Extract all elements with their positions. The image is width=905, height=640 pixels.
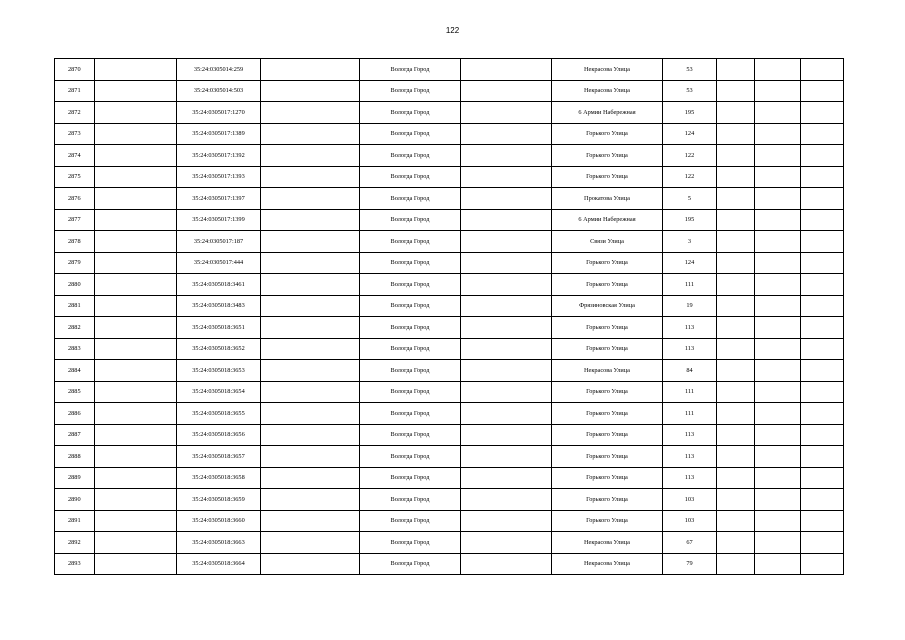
city-cell: Вологда Город [360,123,461,145]
cadastral-number-cell: 35:24:0305018:3659 [177,489,261,511]
cadastral-number-cell: 35:24:0305017:1399 [177,209,261,231]
street-cell: Горького Улица [552,381,663,403]
table-row [55,424,844,446]
page-number: 122 [445,26,460,35]
cadastral-number-cell: 35:24:0305018:3483 [177,295,261,317]
empty-cell [717,209,755,231]
cadastral-number-cell: 35:24:0305018:3651 [177,317,261,339]
city-cell: Вологда Город [360,252,461,274]
empty-cell [801,166,844,188]
empty-cell [95,231,177,253]
empty-cell [801,252,844,274]
empty-cell [261,102,360,124]
street-cell: Фрязиновская Улица [552,295,663,317]
empty-cell [717,510,755,532]
table-row [55,317,844,339]
empty-cell [717,231,755,253]
registry-table [54,58,844,575]
empty-cell [95,123,177,145]
empty-cell [801,338,844,360]
table-row [55,510,844,532]
empty-cell [717,188,755,210]
city-cell: Вологда Город [360,553,461,575]
empty-cell [95,510,177,532]
empty-cell [801,489,844,511]
cadastral-number-cell: 35:24:0305014:259 [177,59,261,81]
row-number-cell: 2886 [55,403,95,425]
house-number-cell: 111 [663,381,717,403]
empty-cell [95,188,177,210]
street-cell: Горького Улица [552,489,663,511]
row-number-cell: 2872 [55,102,95,124]
empty-cell [95,252,177,274]
city-cell: Вологда Город [360,317,461,339]
house-number-cell: 5 [663,188,717,210]
empty-cell [95,59,177,81]
table-row [55,489,844,511]
empty-cell [755,123,801,145]
empty-cell [801,467,844,489]
empty-cell [755,403,801,425]
table-row [55,231,844,253]
empty-cell [461,231,552,253]
street-cell: Горького Улица [552,317,663,339]
city-cell: Вологда Город [360,80,461,102]
cadastral-number-cell: 35:24:0305018:3461 [177,274,261,296]
city-cell: Вологда Город [360,209,461,231]
row-number-cell: 2875 [55,166,95,188]
city-cell: Вологда Город [360,424,461,446]
house-number-cell: 124 [663,123,717,145]
empty-cell [755,59,801,81]
row-number-cell: 2870 [55,59,95,81]
street-cell: Горького Улица [552,252,663,274]
empty-cell [801,209,844,231]
empty-cell [801,553,844,575]
row-number-cell: 2884 [55,360,95,382]
empty-cell [717,80,755,102]
empty-cell [801,102,844,124]
row-number-cell: 2880 [55,274,95,296]
empty-cell [261,446,360,468]
city-cell: Вологда Город [360,446,461,468]
street-cell: Горького Улица [552,338,663,360]
empty-cell [461,489,552,511]
empty-cell [261,381,360,403]
empty-cell [95,532,177,554]
house-number-cell: 3 [663,231,717,253]
house-number-cell: 53 [663,59,717,81]
table-row [55,553,844,575]
empty-cell [95,489,177,511]
empty-cell [95,360,177,382]
empty-cell [95,295,177,317]
empty-cell [261,553,360,575]
empty-cell [95,317,177,339]
row-number-cell: 2891 [55,510,95,532]
city-cell: Вологда Город [360,231,461,253]
cadastral-number-cell: 35:24:0305017:1389 [177,123,261,145]
cadastral-number-cell: 35:24:0305017:1397 [177,188,261,210]
empty-cell [717,532,755,554]
registry-body [55,59,844,575]
street-cell: Горького Улица [552,145,663,167]
row-number-cell: 2882 [55,317,95,339]
table-row [55,80,844,102]
empty-cell [755,166,801,188]
table-row [55,532,844,554]
cadastral-number-cell: 35:24:0305018:3664 [177,553,261,575]
table-row [55,403,844,425]
empty-cell [755,338,801,360]
city-cell: Вологда Город [360,145,461,167]
empty-cell [261,360,360,382]
city-cell: Вологда Город [360,360,461,382]
empty-cell [95,553,177,575]
empty-cell [461,145,552,167]
empty-cell [461,446,552,468]
empty-cell [755,188,801,210]
cadastral-number-cell: 35:24:0305018:3655 [177,403,261,425]
empty-cell [461,360,552,382]
empty-cell [755,231,801,253]
street-cell: Горького Улица [552,424,663,446]
row-number-cell: 2874 [55,145,95,167]
empty-cell [95,338,177,360]
empty-cell [461,424,552,446]
empty-cell [461,381,552,403]
empty-cell [261,295,360,317]
cadastral-number-cell: 35:24:0305018:3658 [177,467,261,489]
empty-cell [261,338,360,360]
empty-cell [755,80,801,102]
house-number-cell: 195 [663,102,717,124]
city-cell: Вологда Город [360,166,461,188]
empty-cell [755,510,801,532]
house-number-cell: 195 [663,209,717,231]
table-row [55,102,844,124]
house-number-cell: 124 [663,252,717,274]
empty-cell [461,532,552,554]
row-number-cell: 2878 [55,231,95,253]
empty-cell [801,532,844,554]
city-cell: Вологда Город [360,338,461,360]
empty-cell [461,123,552,145]
cadastral-number-cell: 35:24:0305018:3656 [177,424,261,446]
row-number-cell: 2893 [55,553,95,575]
empty-cell [755,252,801,274]
empty-cell [801,317,844,339]
empty-cell [461,80,552,102]
cadastral-number-cell: 35:24:0305014:503 [177,80,261,102]
city-cell: Вологда Город [360,59,461,81]
house-number-cell: 113 [663,446,717,468]
table-row [55,166,844,188]
empty-cell [755,489,801,511]
street-cell: Горького Улица [552,274,663,296]
empty-cell [461,102,552,124]
empty-cell [261,209,360,231]
empty-cell [755,317,801,339]
table-row [55,381,844,403]
empty-cell [95,424,177,446]
empty-cell [755,145,801,167]
table-row [55,123,844,145]
street-cell: Горького Улица [552,166,663,188]
city-cell: Вологда Город [360,403,461,425]
empty-cell [717,424,755,446]
empty-cell [461,467,552,489]
street-cell: Некрасова Улица [552,80,663,102]
street-cell: Горького Улица [552,467,663,489]
city-cell: Вологда Город [360,467,461,489]
row-number-cell: 2871 [55,80,95,102]
street-cell: 6 Армии Набережная [552,102,663,124]
table-row [55,295,844,317]
empty-cell [261,317,360,339]
table-row [55,188,844,210]
empty-cell [755,209,801,231]
row-number-cell: 2889 [55,467,95,489]
cadastral-number-cell: 35:24:0305018:3657 [177,446,261,468]
empty-cell [717,123,755,145]
empty-cell [717,102,755,124]
empty-cell [95,80,177,102]
empty-cell [755,532,801,554]
empty-cell [261,467,360,489]
cadastral-number-cell: 35:24:0305018:3663 [177,532,261,554]
empty-cell [801,510,844,532]
empty-cell [261,166,360,188]
empty-cell [261,532,360,554]
house-number-cell: 122 [663,166,717,188]
house-number-cell: 103 [663,510,717,532]
empty-cell [717,274,755,296]
table-row [55,209,844,231]
table-row [55,252,844,274]
house-number-cell: 103 [663,489,717,511]
empty-cell [261,188,360,210]
empty-cell [801,231,844,253]
empty-cell [801,59,844,81]
empty-cell [717,252,755,274]
empty-cell [261,489,360,511]
cadastral-number-cell: 35:24:0305018:3654 [177,381,261,403]
empty-cell [261,145,360,167]
empty-cell [461,59,552,81]
empty-cell [801,403,844,425]
table-row [55,338,844,360]
empty-cell [755,102,801,124]
empty-cell [261,424,360,446]
empty-cell [261,59,360,81]
city-cell: Вологда Город [360,489,461,511]
house-number-cell: 113 [663,317,717,339]
empty-cell [95,166,177,188]
street-cell: Горького Улица [552,446,663,468]
empty-cell [801,80,844,102]
table-row [55,446,844,468]
empty-cell [717,295,755,317]
city-cell: Вологда Город [360,295,461,317]
empty-cell [755,446,801,468]
empty-cell [95,446,177,468]
empty-cell [717,467,755,489]
empty-cell [261,123,360,145]
row-number-cell: 2876 [55,188,95,210]
empty-cell [95,145,177,167]
empty-cell [261,80,360,102]
street-cell: Горького Улица [552,123,663,145]
table-row [55,467,844,489]
street-cell: Некрасова Улица [552,532,663,554]
cadastral-number-cell: 35:24:0305018:3652 [177,338,261,360]
empty-cell [801,424,844,446]
empty-cell [461,338,552,360]
cadastral-number-cell: 35:24:0305017:1392 [177,145,261,167]
street-cell: Некрасова Улица [552,360,663,382]
empty-cell [461,295,552,317]
empty-cell [801,381,844,403]
empty-cell [717,145,755,167]
empty-cell [461,553,552,575]
row-number-cell: 2890 [55,489,95,511]
city-cell: Вологда Город [360,188,461,210]
empty-cell [461,166,552,188]
empty-cell [261,252,360,274]
empty-cell [261,510,360,532]
row-number-cell: 2879 [55,252,95,274]
empty-cell [261,403,360,425]
empty-cell [717,489,755,511]
house-number-cell: 67 [663,532,717,554]
empty-cell [261,274,360,296]
empty-cell [461,274,552,296]
empty-cell [801,145,844,167]
empty-cell [755,424,801,446]
empty-cell [95,381,177,403]
city-cell: Вологда Город [360,510,461,532]
row-number-cell: 2877 [55,209,95,231]
empty-cell [461,252,552,274]
house-number-cell: 111 [663,274,717,296]
empty-cell [461,209,552,231]
empty-cell [755,381,801,403]
empty-cell [755,274,801,296]
empty-cell [801,274,844,296]
house-number-cell: 53 [663,80,717,102]
table-row [55,145,844,167]
city-cell: Вологда Город [360,274,461,296]
empty-cell [261,231,360,253]
house-number-cell: 111 [663,403,717,425]
table-row [55,360,844,382]
table-row [55,274,844,296]
empty-cell [461,510,552,532]
empty-cell [95,403,177,425]
empty-cell [461,403,552,425]
empty-cell [717,317,755,339]
house-number-cell: 19 [663,295,717,317]
cadastral-number-cell: 35:24:0305017:187 [177,231,261,253]
street-cell: Связи Улица [552,231,663,253]
empty-cell [755,553,801,575]
house-number-cell: 113 [663,467,717,489]
cadastral-number-cell: 35:24:0305018:3660 [177,510,261,532]
row-number-cell: 2883 [55,338,95,360]
street-cell: Прокатова Улица [552,188,663,210]
empty-cell [95,467,177,489]
row-number-cell: 2881 [55,295,95,317]
empty-cell [717,553,755,575]
empty-cell [95,102,177,124]
empty-cell [801,188,844,210]
city-cell: Вологда Город [360,532,461,554]
empty-cell [95,274,177,296]
house-number-cell: 113 [663,424,717,446]
empty-cell [717,166,755,188]
cadastral-number-cell: 35:24:0305018:3653 [177,360,261,382]
city-cell: Вологда Город [360,102,461,124]
empty-cell [717,360,755,382]
house-number-cell: 122 [663,145,717,167]
empty-cell [801,446,844,468]
city-cell: Вологда Город [360,381,461,403]
cadastral-number-cell: 35:24:0305017:1393 [177,166,261,188]
empty-cell [717,59,755,81]
row-number-cell: 2888 [55,446,95,468]
empty-cell [717,338,755,360]
empty-cell [461,188,552,210]
street-cell: Горького Улица [552,510,663,532]
empty-cell [461,317,552,339]
house-number-cell: 84 [663,360,717,382]
table-row [55,59,844,81]
cadastral-number-cell: 35:24:0305017:1270 [177,102,261,124]
house-number-cell: 113 [663,338,717,360]
empty-cell [717,446,755,468]
empty-cell [755,295,801,317]
row-number-cell: 2873 [55,123,95,145]
row-number-cell: 2887 [55,424,95,446]
row-number-cell: 2885 [55,381,95,403]
empty-cell [755,467,801,489]
empty-cell [95,209,177,231]
empty-cell [801,295,844,317]
street-cell: Горького Улица [552,403,663,425]
cadastral-number-cell: 35:24:0305017:444 [177,252,261,274]
empty-cell [801,360,844,382]
empty-cell [801,123,844,145]
street-cell: Некрасова Улица [552,553,663,575]
house-number-cell: 79 [663,553,717,575]
empty-cell [717,403,755,425]
street-cell: Некрасова Улица [552,59,663,81]
empty-cell [717,381,755,403]
empty-cell [755,360,801,382]
row-number-cell: 2892 [55,532,95,554]
street-cell: 6 Армии Набережная [552,209,663,231]
